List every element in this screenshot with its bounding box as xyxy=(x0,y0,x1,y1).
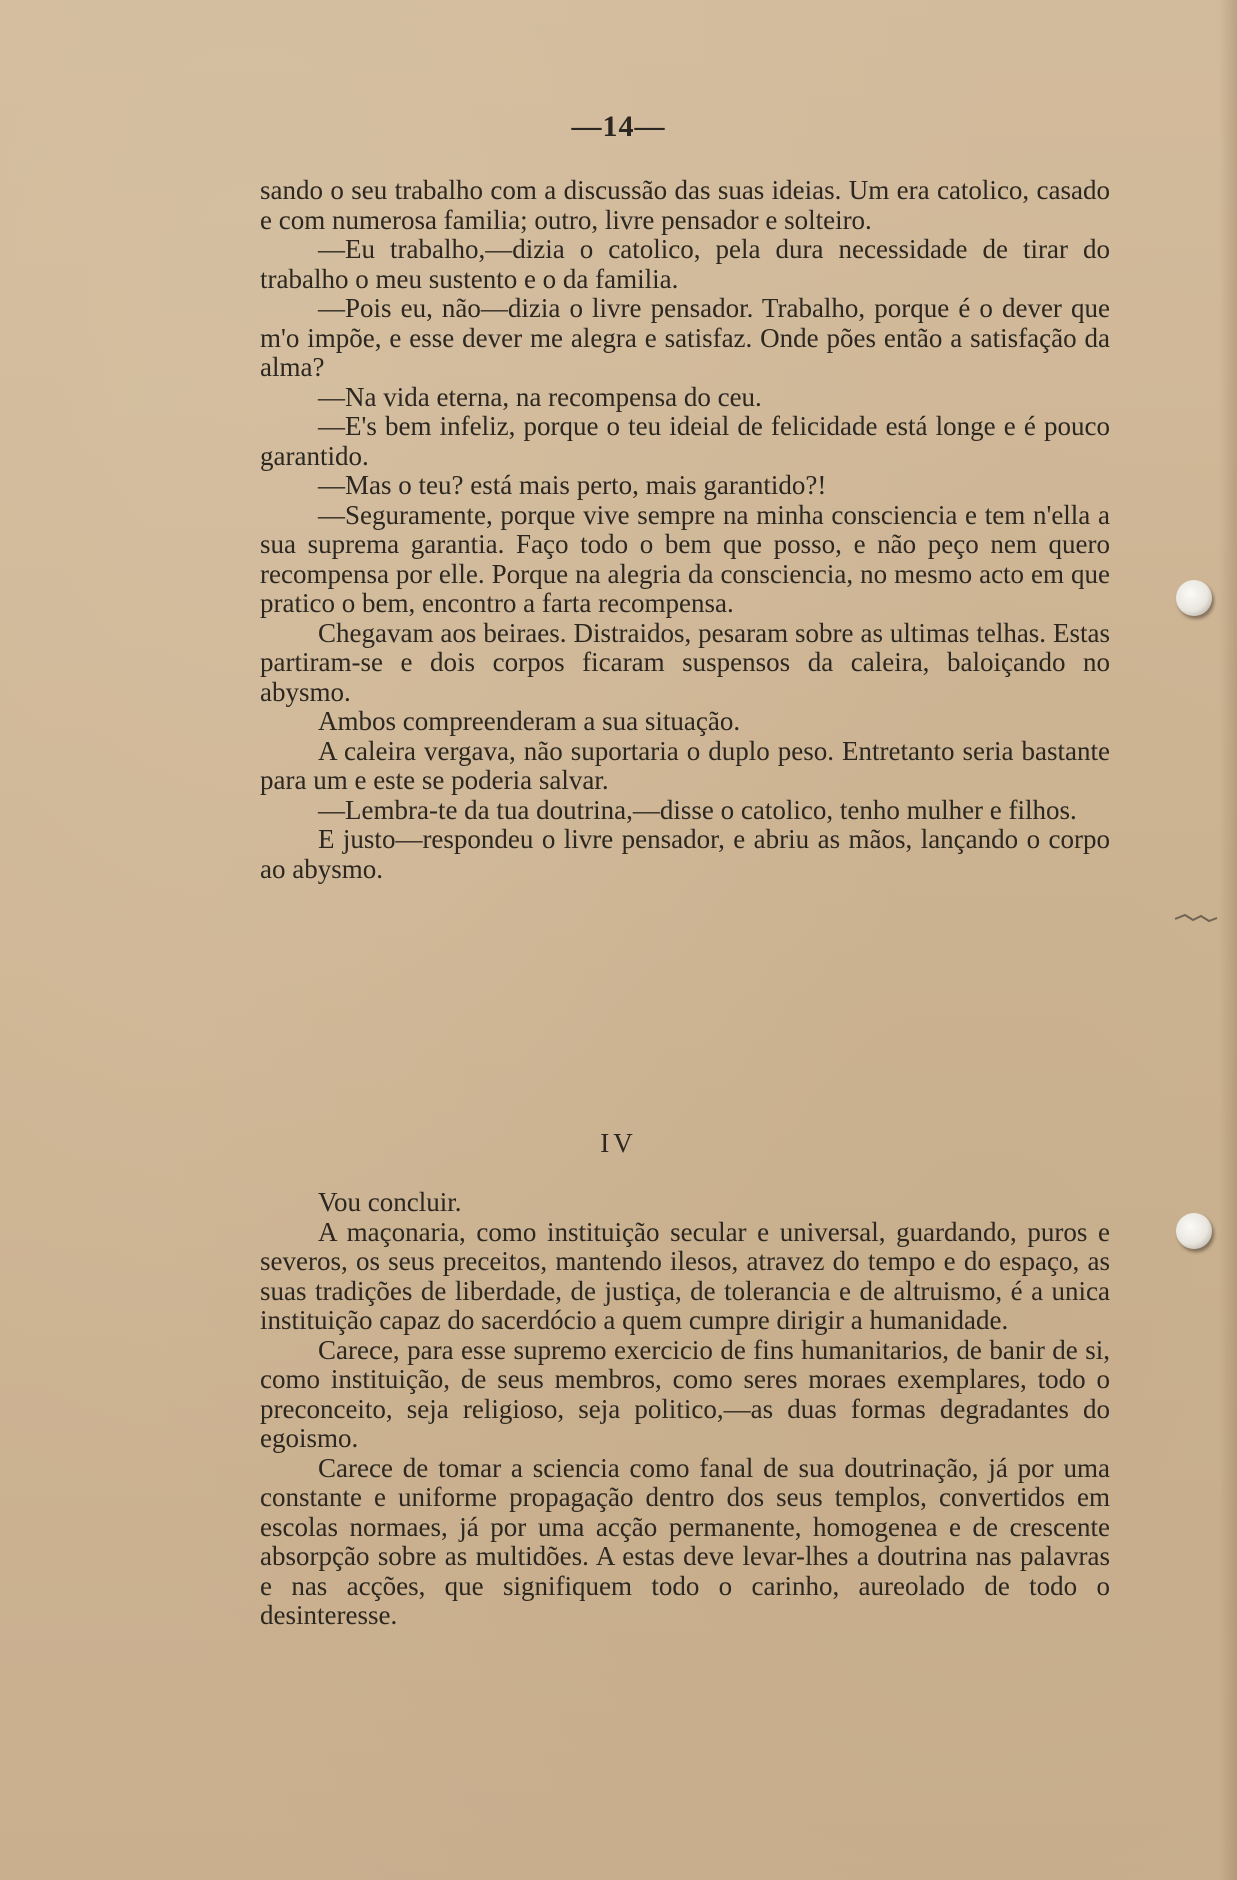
body-text-upper xyxy=(260,176,1110,884)
paragraph: Carece de tomar a sciencia como fanal de sua doutrinação, já por uma constante e uniforme propagação dentro dos seus templos, convertidos em escolas normaes, já por uma acção permanente, homogenea e de crescente absorpção sobre as multidões. A estas deve levar-lhes a doutrina nas palavras e nas acções, que signifiquem todo o carinho, aureolado de todo o desinteresse. xyxy=(260,1452,1110,1630)
binding-hole xyxy=(1176,1213,1212,1249)
paragraph: Carece, para esse supremo exercicio de fins humanitarios, de banir de si, como instituição, de seus membros, como seres moraes exemplares, todo o preconceito, seja religioso, seja politico,—as duas formas degradantes do egoismo. xyxy=(260,1334,1110,1453)
section-heading: IV xyxy=(600,1128,637,1158)
paragraph: —Mas o teu? está mais perto, mais garantido?! xyxy=(318,470,827,500)
paragraph: sando o seu trabalho com a discussão das suas ideias. Um era catolico, casado e com numerosa familia; outro, livre pensador e solteiro. xyxy=(260,175,1110,235)
binding-hole xyxy=(1176,580,1212,616)
paragraph: Ambos compreenderam a sua situação. xyxy=(318,706,741,736)
page-edge-shadow xyxy=(1219,0,1237,1880)
paragraph: —Seguramente, porque vive sempre na minha consciencia e tem n'ella a sua suprema garantia. Faço todo o bem que posso, e não peço nem quero recompensa por elle. Porque na alegria da consciencia, no mesmo acto em que pratico o bem, encontro a farta recompensa. xyxy=(260,499,1110,618)
body-text-lower xyxy=(260,1188,1110,1631)
paragraph: —Na vida eterna, na recompensa do ceu. xyxy=(318,381,762,412)
paragraph: Chegavam aos beiraes. Distraidos, pesaram sobre as ultimas telhas. Estas partiram-se e dois corpos ficaram suspensos da caleira, baloiçando no abysmo. xyxy=(260,617,1110,707)
page-number: —14— xyxy=(571,110,666,143)
paragraph: A caleira vergava, não suportaria o duplo peso. Entretanto seria bastante para um e este se poderia salvar. xyxy=(260,735,1110,795)
paragraph: —Pois eu, não—dizia o livre pensador. Trabalho, porque é o dever que m'o impõe, e esse dever me alegra e satisfaz. Onde pões então a satisfação da alma? xyxy=(260,293,1110,382)
paragraph: E justo—respondeu o livre pensador, e abriu as mãos, lançando o corpo ao abysmo. xyxy=(260,824,1110,884)
paragraph: —Lembra-te da tua doutrina,—disse o catolico, tenho mulher e filhos. xyxy=(318,794,1077,825)
paper-damage-mark xyxy=(1173,912,1219,926)
paragraph: —Eu trabalho,—dizia o catolico, pela dura necessidade de tirar do trabalho o meu sustento e o da familia. xyxy=(260,234,1110,294)
paragraph: Vou concluir. xyxy=(318,1187,462,1217)
paragraph: A maçonaria, como instituição secular e universal, guardando, puros e severos, os seus preceitos, mantendo ilesos, atravez do tempo e do espaço, as suas tradições de liberdade, de justiça, de tolerancia e de altruismo, é a unica instituição capaz do sacerdócio a quem cumpre dirigir a humanidade. xyxy=(260,1216,1110,1335)
paragraph: —E's bem infeliz, porque o teu ideial de felicidade está longe e é pouco garantido. xyxy=(260,411,1110,471)
